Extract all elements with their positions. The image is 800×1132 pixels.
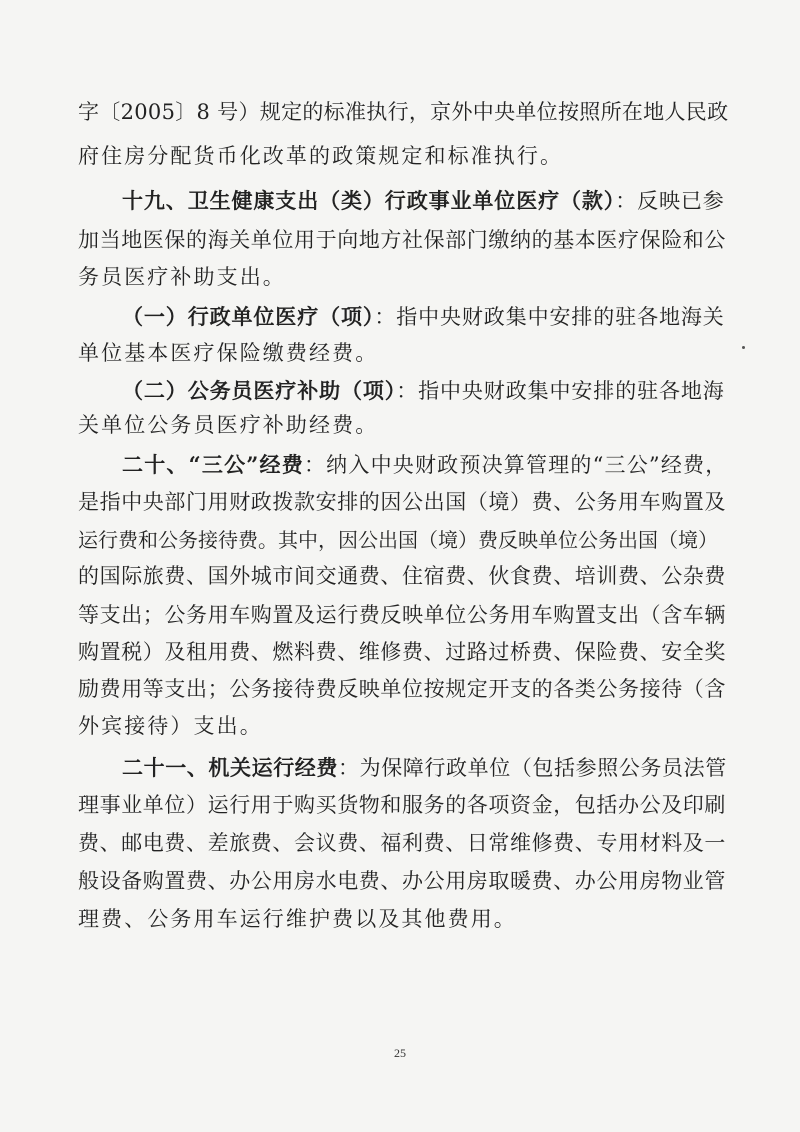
section-19-1-heading: （一）行政单位医疗（项）: [122, 304, 375, 329]
body-line: 外宾接待）支出。: [78, 714, 263, 738]
section-19-2-heading: （二）公务员医疗补助（项）: [122, 378, 397, 403]
section-21-text: ：为保障行政单位（包括参照公务员法管: [338, 756, 727, 780]
section-19-2-text: ：指中央财政集中安排的驻各地海: [396, 379, 725, 403]
section-20-text: ：纳入中央财政预决算管理的“三公”经费，: [303, 453, 728, 477]
body-line: 的国际旅费、国外城市间交通费、住宿费、伙食费、培训费、公杂费: [78, 564, 726, 588]
section-19-2-paragraph: [122, 376, 728, 406]
body-line: 单位基本医疗保险缴费经费。: [78, 341, 379, 365]
body-line: 费、邮电费、差旅费、会议费、福利费、日常维修费、专用材料及一: [78, 831, 726, 855]
body-line: 般设备购置费、办公用房水电费、办公用房取暖费、办公用房物业管: [78, 869, 726, 893]
body-line: 府住房分配货币化改革的政策规定和标准执行。: [78, 144, 564, 168]
body-line: 理费、公务用车运行维护费以及其他费用。: [78, 907, 517, 931]
body-line: 运行费和公务接待费。其中，因公出国（境）费反映单位公务出国（境）: [78, 528, 718, 552]
scan-speck: [742, 346, 745, 349]
section-19-heading: 十九、卫生健康支出（类）行政事业单位医疗（款）: [122, 188, 616, 213]
body-line: 是指中央部门用财政拨款安排的因公出国（境）费、公务用车购置及: [78, 490, 726, 514]
page-number: 25: [394, 1046, 406, 1060]
section-19-1-text: ：指中央财政集中安排的驻各地海关: [374, 305, 725, 329]
body-line: 励费用等支出；公务接待费反映单位按规定开支的各类公务接待（含: [78, 677, 726, 701]
section-21-paragraph: [122, 753, 728, 783]
section-20-heading: 二十、“三公”经费: [122, 452, 304, 477]
section-21-heading: 二十一、机关运行经费: [122, 755, 338, 780]
body-line: 字〔2005〕8 号）规定的标准执行，京外中央单位按照所在地人民政: [78, 100, 729, 124]
body-line: 加当地医保的海关单位用于向地方社保部门缴纳的基本医疗保险和公: [78, 228, 726, 252]
section-20-paragraph: [122, 450, 728, 480]
body-line: 等支出；公务用车购置及运行费反映单位公务用车购置支出（含车辆: [78, 603, 726, 627]
section-19-paragraph: [122, 186, 728, 216]
body-line: 关单位公务员医疗补助经费。: [78, 413, 379, 437]
body-line: 理事业单位）运行用于购买货物和服务的各项资金，包括办公及印刷: [78, 793, 726, 817]
body-line: 务员医疗补助支出。: [78, 265, 286, 289]
body-line: 购置税）及租用费、燃料费、维修费、过路过桥费、保险费、安全奖: [78, 640, 726, 664]
section-19-text: ：反映已参: [615, 189, 725, 213]
section-19-1-paragraph: [122, 302, 728, 332]
